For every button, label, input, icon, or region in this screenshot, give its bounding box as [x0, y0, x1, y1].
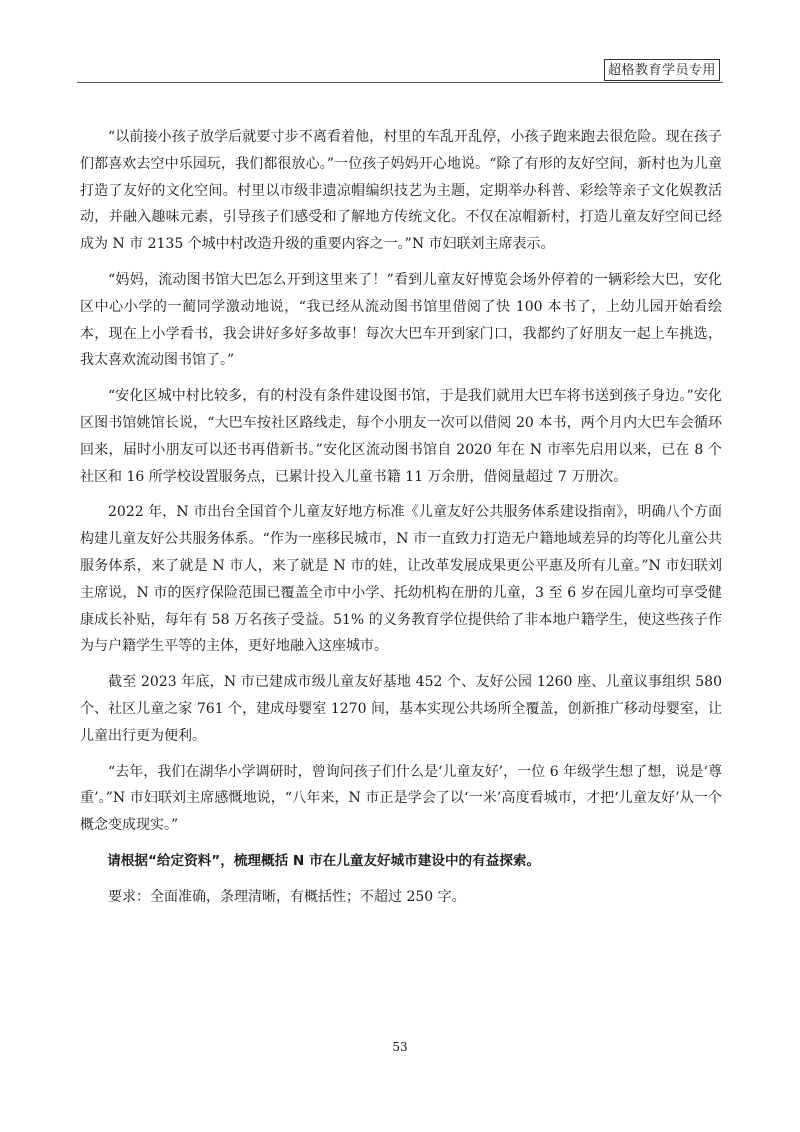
paragraph-5: 截至 2023 年底，N 市已建成市级儿童友好基地 452 个、友好公园 1260 座、儿童议事组织 580 个、社区儿童之家 761 个，建成母婴室 1270 间，基本实现公共场所全覆盖，创新推广移动母婴室，让儿童出行更为便利。 [80, 674, 722, 744]
page-number: 53 [392, 1040, 408, 1054]
question-prompt: 请根据“给定资料”，梳理概括 N 市在儿童友好城市建设中的有益探索。 [107, 852, 541, 869]
header-divider [77, 82, 723, 83]
paragraph-3: “安化区城中村比较多，有的村没有条件建设图书馆，于是我们就用大巴车将书送到孩子身边。”安化区图书馆姚馆长说，“大巴车按社区路线走，每个小朋友一次可以借阅 20 本书，两个月内大巴车会循环回来，届时小朋友可以还书再借新书。”安化区流动图书馆自 2020 年在 N 市率先启用以来，已在 8 个社区和 16 所学校设置服务点，已累计投入儿童书籍 11 万余册，借阅量超过 7 万册次。 [80, 388, 722, 485]
paragraph-6: “去年，我们在湖华小学调研时，曾询问孩子们什么是‘儿童友好’，一位 6 年级学生想了想，说是‘尊重’。”N 市妇联刘主席感慨地说，“八年来，N 市正是学会了以‘一米’高度看城市，才把‘儿童友好’从一个概念变成现实。” [80, 763, 722, 834]
paragraph-2: “妈妈，流动图书馆大巴怎么开到这里来了！”看到儿童友好博览会场外停着的一辆彩绘大巴，安化区中心小学的一蔺同学激动地说，“我已经从流动图书馆里借阅了快 100 本书了，上幼儿园开始看绘本，现在上小学看书，我会讲好多好多故事！每次大巴车开到家门口，我都约了好朋友一起上车挑选，我太喜欢流动图书馆了。” [80, 271, 722, 369]
paragraph-4: 2022 年，N 市出台全国首个儿童友好地方标准《儿童友好公共服务体系建设指南》，明确八个方面构建儿童友好公共服务体系。“作为一座移民城市，N 市一直致力打造无户籍地域差异的均等化儿童公共服务体系，来了就是 N 市人，来了就是 N 市的娃，让改革发展成果更公平惠及所有儿童。”N 市妇联刘主席说，N 市的医疗保险范围已覆盖全市中小学、托幼机构在册的儿童，3 至 6 岁在园儿童均可享受健康成长补贴，每年有 58 万名孩子受益。51% 的义务教育学位提供给了非本地户籍学生，使这些孩子作为与户籍学生平等的主体，更好地融入这座城市。 [80, 504, 722, 655]
header-badge: 超格教育学员专用 [604, 59, 720, 81]
paragraph-1: “以前接小孩子放学后就要寸步不离看着他，村里的车乱开乱停，小孩子跑来跑去很危险。现在孩子们都喜欢去空中乐园玩，我们都很放心。”一位孩子妈妈开心地说。“除了有形的友好空间，新村也为儿童打造了友好的文化空间。村里以市级非遗凉帽编织技艺为主题，定期举办科普、彩绘等亲子文化娱教活动，并融入趣味元素，引导孩子们感受和了解地方传统文化。不仅在凉帽新村，打造儿童友好空间已经成为 N 市 2135 个城中村改造升级的重要内容之一。”N 市妇联刘主席表示。 [80, 129, 722, 253]
document-body [80, 124, 722, 920]
answer-requirement: 要求：全面准确，条理清晰，有概括性；不超过 250 字。 [108, 888, 466, 905]
